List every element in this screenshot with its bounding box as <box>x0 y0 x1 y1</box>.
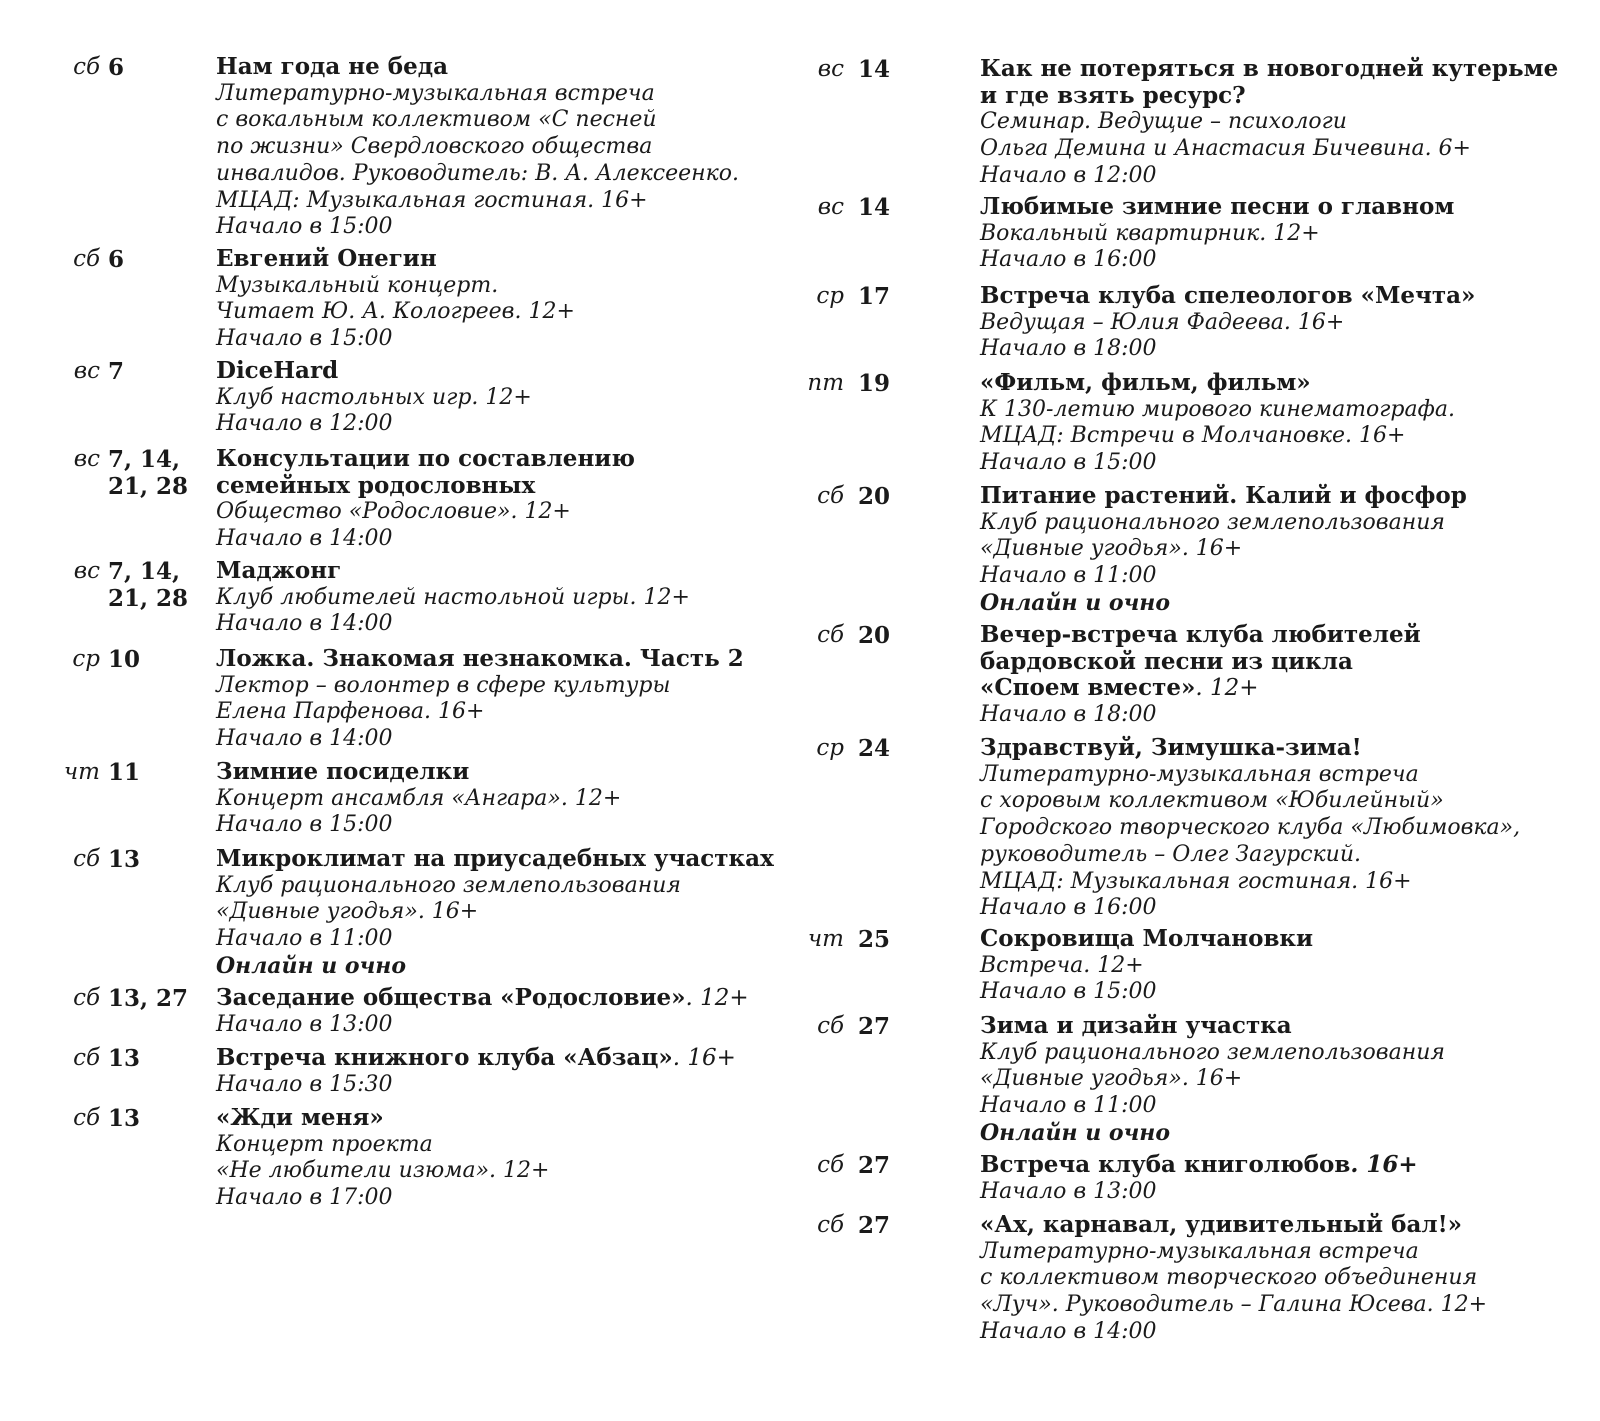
event-description <box>216 1072 786 1099</box>
event-date: 6 <box>108 54 125 81</box>
event-body <box>216 358 786 438</box>
event-format-note: Онлайн и очно <box>216 952 407 979</box>
event-description-line: Начало в 18:00 <box>980 702 1157 728</box>
event-weekday: вс <box>73 558 100 584</box>
event-weekday: сб <box>817 1212 844 1238</box>
event-description-line: Вокальный квартирник. 12+ <box>980 220 1320 246</box>
event-description-line: Начало в 15:00 <box>216 214 393 240</box>
event-description <box>980 310 1600 363</box>
event-description-line: с хоровым коллективом «Юбилейный» <box>980 788 1444 814</box>
event-date: 10 <box>108 646 141 673</box>
event-description-line: «Дивные угодья». 16+ <box>216 899 479 925</box>
event-description-line: с вокальным коллективом «С песней <box>216 107 657 133</box>
event-description-line: Начало в 12:00 <box>980 162 1157 188</box>
event-title-text: Микроклимат на приусадебных участках <box>216 845 774 872</box>
event-title-line <box>980 735 1600 762</box>
event-description-line: Литературно-музыкальная встреча <box>980 1238 1419 1264</box>
event-title <box>216 646 786 673</box>
event-body <box>980 735 1600 922</box>
event-description-line: К 130-летию мирового кинематографа. <box>980 396 1455 422</box>
event-body <box>980 483 1600 617</box>
event-description-line: Концерт проекта <box>216 1131 433 1157</box>
event-title <box>216 446 786 499</box>
event-body <box>216 54 786 241</box>
event-body <box>216 558 786 638</box>
event-description-line: Городского творческого клуба «Любимовка», <box>980 815 1521 841</box>
event-title-text: «Ах, карнавал, удивительный бал!» <box>980 1211 1463 1238</box>
event-title-line <box>980 649 1600 676</box>
event-body <box>980 926 1600 1006</box>
event-description-line: Елена Парфенова. 16+ <box>216 699 485 725</box>
event-description-line: Начало в 14:00 <box>216 526 393 552</box>
event-weekday: сб <box>817 1013 844 1039</box>
event-description-line: Начало в 15:00 <box>216 326 393 352</box>
event-title-line <box>980 56 1600 83</box>
event-description-line: Начало в 15:00 <box>980 450 1157 476</box>
event-description-line: МЦАД: Встречи в Молчановке. 16+ <box>980 423 1406 449</box>
event-body <box>980 370 1600 477</box>
event-description <box>216 1132 786 1212</box>
event-weekday: ср <box>816 735 844 761</box>
event-age-rating: . 12+ <box>1195 675 1259 702</box>
event-description-line: Начало в 13:00 <box>216 1011 393 1037</box>
event-title-line <box>980 1152 1600 1179</box>
event-weekday: сб <box>73 246 100 272</box>
event-description <box>980 510 1600 590</box>
event-description-line: Начало в 16:00 <box>980 247 1157 273</box>
event-body <box>216 246 786 353</box>
event-date: 13 <box>108 1045 141 1072</box>
event-title-line <box>216 54 786 81</box>
event-date: 6 <box>108 246 125 273</box>
event-body <box>980 1212 1600 1346</box>
event-title-line <box>980 1013 1600 1040</box>
event-title-text: Сокровища Молчановки <box>980 925 1314 952</box>
event-title-line <box>216 558 786 585</box>
event-description-line: Клуб любителей настольной игры. 12+ <box>216 584 690 610</box>
event-title-text: Встреча клуба спелеологов «Мечта» <box>980 282 1476 309</box>
event-title <box>216 846 786 873</box>
event-date: 7, 14, 21, 28 <box>108 446 189 500</box>
event-weekday: сб <box>817 622 844 648</box>
event-date: 7 <box>108 358 125 385</box>
event-title-text: Нам года не беда <box>216 53 448 80</box>
event-description <box>216 1012 786 1039</box>
event-title-text: Здравствуй, Зимушка-зима! <box>980 734 1362 761</box>
event-description-line: Начало в 11:00 <box>980 1093 1157 1119</box>
event-description <box>980 109 1600 189</box>
event-weekday: вс <box>73 358 100 384</box>
event-title-line <box>216 985 786 1012</box>
event-weekday: сб <box>73 985 100 1011</box>
event-title-text: Маджонг <box>216 557 342 584</box>
event-description-line: по жизни» Свердловского общества <box>216 134 653 160</box>
event-date: 24 <box>858 735 891 762</box>
event-description <box>216 273 786 353</box>
event-title-text: Встреча книжного клуба «Абзац» <box>216 1044 673 1071</box>
event-title-text: Любимые зимние песни о главном <box>980 193 1455 220</box>
event-title <box>216 759 786 786</box>
event-title <box>980 622 1600 702</box>
event-title <box>216 558 786 585</box>
event-description-line: Начало в 11:00 <box>216 926 393 952</box>
event-weekday: ср <box>816 283 844 309</box>
event-title-line <box>980 370 1600 397</box>
event-title-line <box>216 246 786 273</box>
event-description-line: Начало в 14:00 <box>216 726 393 752</box>
event-description-line: Литературно-музыкальная встреча <box>980 761 1419 787</box>
event-title-text: Питание растений. Калий и фосфор <box>980 482 1467 509</box>
event-description-line: Начало в 14:00 <box>216 611 393 637</box>
event-date: 27 <box>858 1212 891 1239</box>
event-date: 7, 14, 21, 28 <box>108 558 189 612</box>
event-description <box>216 786 786 839</box>
event-weekday: сб <box>817 1152 844 1178</box>
event-date: 14 <box>858 194 891 221</box>
event-description-line: «Дивные угодья». 16+ <box>980 1066 1243 1092</box>
event-description <box>980 953 1600 1006</box>
event-title-text: Заседание общества «Родословие» <box>216 984 686 1011</box>
event-description-line: Начало в 15:00 <box>980 979 1157 1005</box>
event-title-text: «Жди меня» <box>216 1104 384 1131</box>
event-description-line: Клуб настольных игр. 12+ <box>216 384 532 410</box>
event-title-text: и где взять ресурс? <box>980 81 1246 109</box>
event-description-line: Начало в 18:00 <box>980 336 1157 362</box>
event-description-line: Начало в 14:00 <box>980 1318 1157 1344</box>
event-description-line: Начало в 12:00 <box>216 411 393 437</box>
event-title-line <box>980 675 1600 702</box>
event-description <box>980 1040 1600 1120</box>
event-title-line <box>980 194 1600 221</box>
event-weekday: сб <box>73 846 100 872</box>
event-title <box>216 246 786 273</box>
event-description <box>980 702 1600 729</box>
event-title-text: Зимние посиделки <box>216 758 470 785</box>
event-description-line: Литературно-музыкальная встреча <box>216 80 655 106</box>
event-date: 20 <box>858 483 891 510</box>
event-title <box>980 283 1600 310</box>
event-description-line: Ведущая – Юлия Фадеева. 16+ <box>980 309 1345 335</box>
event-body <box>980 1152 1600 1205</box>
event-weekday: вс <box>817 194 844 220</box>
event-weekday: вс <box>73 446 100 472</box>
event-title <box>980 1013 1600 1040</box>
event-description-line: Начало в 11:00 <box>980 563 1157 589</box>
event-title-line <box>980 926 1600 953</box>
event-title-line <box>980 83 1600 110</box>
event-title-text: DiceHard <box>216 357 339 384</box>
event-description-line: Концерт ансамбля «Ангара». 12+ <box>216 785 622 811</box>
event-title <box>980 1212 1600 1239</box>
event-age-rating: . 12+ <box>685 985 749 1011</box>
event-title-text: бардовской песни из цикла <box>980 647 1353 675</box>
event-title-line <box>216 358 786 385</box>
event-description-line: Начало в 16:00 <box>980 895 1157 921</box>
event-description-line: МЦАД: Музыкальная гостиная. 16+ <box>216 187 648 213</box>
event-description <box>216 585 786 638</box>
event-title-line <box>216 473 786 500</box>
event-body <box>216 846 786 980</box>
event-weekday: чт <box>807 926 844 952</box>
event-description-line: Начало в 15:00 <box>216 812 393 838</box>
event-title <box>980 926 1600 953</box>
event-age-rating: . 16+ <box>672 1045 736 1071</box>
event-description <box>980 1179 1600 1206</box>
event-title-line <box>216 759 786 786</box>
event-format-note: Онлайн и очно <box>980 1119 1171 1146</box>
event-description-line: Клуб рационального землепользования <box>980 509 1445 535</box>
event-description-line: Клуб рационального землепользования <box>980 1039 1445 1065</box>
event-description <box>216 385 786 438</box>
event-body <box>216 646 786 753</box>
event-weekday: вс <box>817 56 844 82</box>
event-title-line <box>980 283 1600 310</box>
event-title-text: Как не потеряться в новогодней кутерьме <box>980 55 1559 82</box>
event-description-line: Начало в 13:00 <box>980 1178 1157 1204</box>
event-date: 27 <box>858 1013 891 1040</box>
event-description-line: Музыкальный концерт. <box>216 272 499 298</box>
event-title-text: Встреча клуба книголюбов <box>980 1151 1351 1178</box>
event-description-line: инвалидов. Руководитель: В. А. Алексеенко. <box>216 160 739 186</box>
event-description-line: Общество «Родословие». 12+ <box>216 499 571 525</box>
event-body <box>980 56 1600 190</box>
event-date: 17 <box>858 283 891 310</box>
event-title <box>216 1045 786 1072</box>
event-description-line: Начало в 15:30 <box>216 1071 393 1097</box>
event-description-line: «Луч». Руководитель – Галина Юсева. 12+ <box>980 1292 1488 1318</box>
event-body <box>216 759 786 839</box>
event-description <box>216 873 786 953</box>
event-description-line: «Не любители изюма». 12+ <box>216 1158 550 1184</box>
event-title-line <box>216 1105 786 1132</box>
event-age-rating: . 16+ <box>1350 1151 1418 1178</box>
event-description <box>216 673 786 753</box>
event-body <box>216 1105 786 1212</box>
event-title <box>980 735 1600 762</box>
event-title-line <box>980 483 1600 510</box>
event-title <box>216 54 786 81</box>
event-title-line <box>980 1212 1600 1239</box>
event-title <box>980 1152 1600 1179</box>
event-title-line <box>980 622 1600 649</box>
event-title-line <box>216 1045 786 1072</box>
event-body <box>216 985 786 1038</box>
event-weekday: сб <box>817 483 844 509</box>
event-description-line: Читает Ю. А. Кологреев. 12+ <box>216 299 575 325</box>
event-date: 13 <box>108 846 141 873</box>
event-title <box>980 483 1600 510</box>
event-description <box>216 81 786 241</box>
event-description-line: с коллективом творческого объединения <box>980 1265 1478 1291</box>
event-title-text: Зима и дизайн участка <box>980 1012 1292 1039</box>
event-title <box>980 370 1600 397</box>
event-title-text: Консультации по составлению <box>216 445 635 472</box>
event-title-text: семейных родословных <box>216 471 536 499</box>
event-title <box>216 358 786 385</box>
event-body <box>980 283 1600 363</box>
event-weekday: чт <box>63 759 100 785</box>
event-body <box>980 622 1600 729</box>
event-description-line: МЦАД: Музыкальная гостиная. 16+ <box>980 868 1412 894</box>
event-description-line: руководитель – Олег Загурский. <box>980 841 1361 867</box>
event-title-text: Вечер-встреча клуба любителей <box>980 621 1421 648</box>
event-title-text: Ложка. Знакомая незнакомка. Часть 2 <box>216 645 744 672</box>
event-date: 11 <box>108 759 141 786</box>
event-date: 27 <box>858 1152 891 1179</box>
event-format-note: Онлайн и очно <box>980 589 1171 616</box>
event-weekday: сб <box>73 54 100 80</box>
event-description <box>216 499 786 552</box>
event-title-line <box>216 846 786 873</box>
event-date: 25 <box>858 926 891 953</box>
event-title <box>980 56 1600 109</box>
event-title-line <box>216 646 786 673</box>
event-title-text: «Споем вместе» <box>980 674 1196 702</box>
event-description <box>980 1239 1600 1346</box>
event-title-line <box>216 446 786 473</box>
event-title-text: «Фильм, фильм, фильм» <box>980 369 1311 396</box>
event-weekday: ср <box>72 646 100 672</box>
event-description-line: Клуб рационального землепользования <box>216 872 681 898</box>
event-description-line: «Дивные угодья». 16+ <box>980 536 1243 562</box>
event-title <box>216 985 786 1012</box>
event-description-line: Ольга Демина и Анастасия Бичевина. 6+ <box>980 136 1471 162</box>
event-weekday: сб <box>73 1105 100 1131</box>
event-body <box>980 1013 1600 1147</box>
event-body <box>980 194 1600 274</box>
event-description-line: Семинар. Ведущие – психологи <box>980 109 1347 135</box>
event-description <box>980 221 1600 274</box>
event-description <box>980 762 1600 922</box>
event-weekday: сб <box>73 1045 100 1071</box>
event-date: 13, 27 <box>108 985 189 1012</box>
event-description-line: Начало в 17:00 <box>216 1185 393 1211</box>
event-title-text: Евгений Онегин <box>216 245 437 272</box>
event-body <box>216 446 786 553</box>
event-description <box>980 397 1600 477</box>
event-date: 13 <box>108 1105 141 1132</box>
event-date: 14 <box>858 56 891 83</box>
event-title <box>980 194 1600 221</box>
event-description-line: Лектор – волонтер в сфере культуры <box>216 672 671 698</box>
event-description-line: Встреча. 12+ <box>980 952 1144 978</box>
event-date: 19 <box>858 370 891 397</box>
event-title <box>216 1105 786 1132</box>
event-date: 20 <box>858 622 891 649</box>
event-body <box>216 1045 786 1098</box>
event-weekday: пт <box>807 370 844 396</box>
